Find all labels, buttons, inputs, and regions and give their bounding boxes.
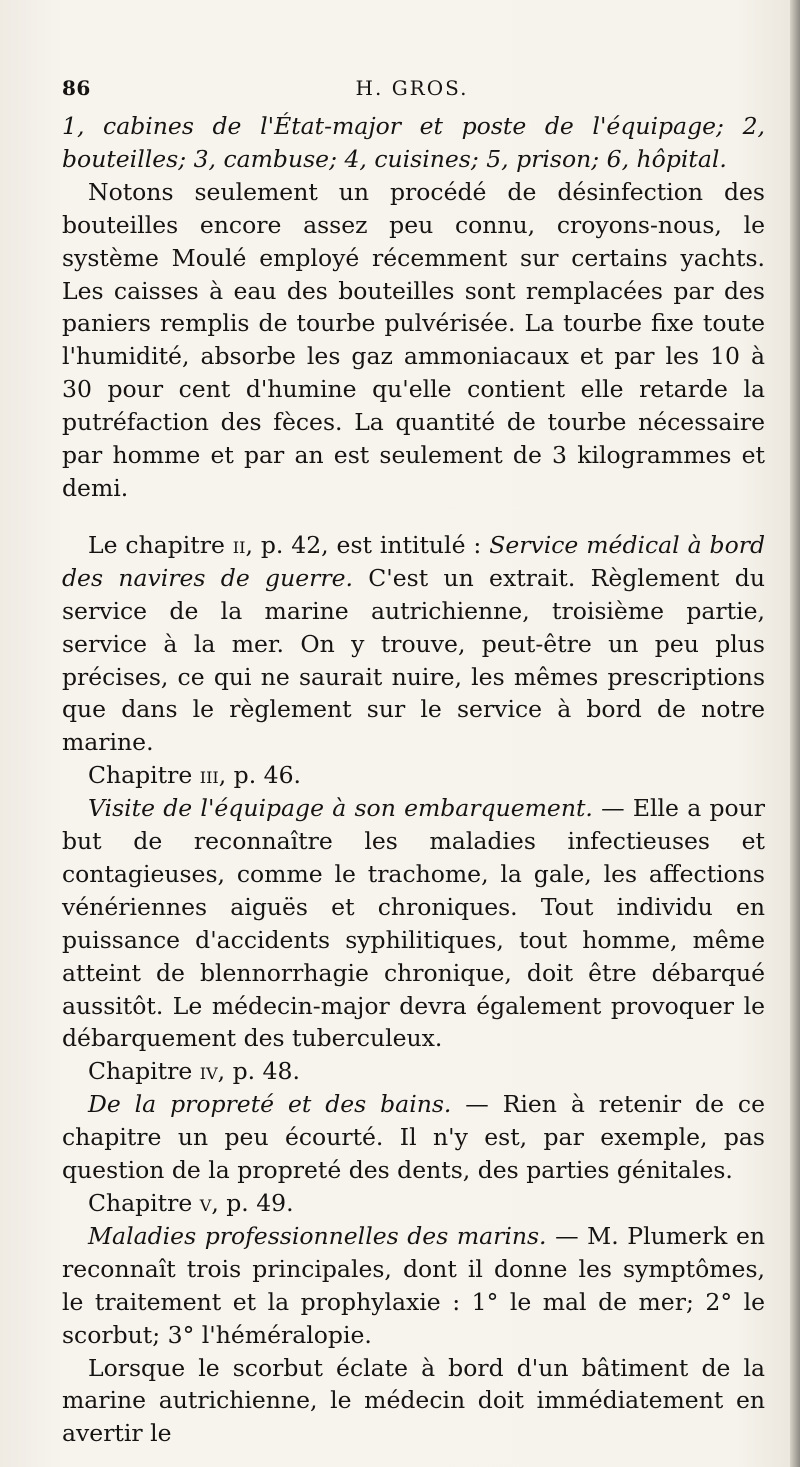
roman-numeral: v <box>199 1189 212 1217</box>
paragraph-text: — M. Plumerk en reconnaît trois principales, dont il donne les symptômes, le traitement et la prophylaxie : 1° le mal de mer; 2° le scorbut; 3° l'héméralopie. <box>62 1221 765 1349</box>
chapter-title: Service médical à bord des navires de guerre. <box>62 530 765 592</box>
paragraph-text: — Rien à retenir de ce chapitre un peu écourté. Il n'y est, par exemple, pas question de la propreté des dents, des parties génitales. <box>62 1090 765 1185</box>
heading-text: , p. 48. <box>217 1057 300 1086</box>
legend-text: 1, cabines de l'État-major et poste de l'équipage; 2, bouteilles; 3, cambuse; 4, cuisines; 5, prison; 6, hôpital. <box>62 112 765 173</box>
page-edge <box>790 0 800 1467</box>
heading-text: , p. 49. <box>211 1189 294 1217</box>
paragraph-text: C'est un extrait. Règlement du service de la marine autrichienne, troisième partie, service à la mer. On y trouve, peut-être un peu plus précises, ce qui ne saurait nuire, les mêmes prescriptions que dans le règlement sur le service à bord de notre marine. <box>62 563 765 757</box>
section-title: Visite de l'équipage à son embarquement. <box>88 794 593 823</box>
heading-text: , p. 46. <box>218 761 302 790</box>
paragraph-proprete <box>62 1088 765 1187</box>
page-number: 86 <box>62 76 91 100</box>
section-title: Maladies professionnelles des marins. <box>88 1221 547 1250</box>
paragraph-text: , p. 42, est intitulé : <box>245 530 490 559</box>
heading-text: Chapitre <box>88 1189 200 1217</box>
text-body <box>62 110 765 1450</box>
paragraph-scorbut <box>62 1352 765 1451</box>
paragraph-chapter-2 <box>62 529 765 759</box>
running-head: H. GROS. <box>355 76 469 100</box>
paragraph-maladies <box>62 1220 765 1352</box>
paragraph-text: Le chapitre <box>88 530 233 559</box>
chapter-3-heading <box>62 759 765 792</box>
heading-text: Chapitre <box>88 761 200 790</box>
roman-numeral: ii <box>232 530 246 559</box>
paragraph-text: Lorsque le scorbut éclate à bord d'un bâtiment de la marine autrichienne, le médecin doit immédiatement en avertir le <box>62 1353 765 1448</box>
paragraph-visite <box>62 792 765 1055</box>
roman-numeral: iv <box>199 1057 218 1086</box>
chapter-4-heading <box>62 1055 765 1088</box>
paragraph-text: — Elle a pour but de reconnaître les maladies infectieuses et contagieuses, comme le trachome, la gale, les affections vénériennes aiguës et chroniques. Tout individu en puissance d'accidents syphilitiques, tout homme, même atteint de blennorrhagie chronique, doit être débarqué aussitôt. Le médecin-major devra également provoquer le débarquement des tuberculeux. <box>62 794 766 1053</box>
roman-numeral: iii <box>199 761 219 790</box>
chapter-5-heading <box>62 1187 765 1220</box>
heading-text: Chapitre <box>88 1057 200 1086</box>
page-header <box>62 76 762 106</box>
paragraph-legend <box>62 110 765 176</box>
section-title: De la propreté et des bains. <box>88 1090 452 1119</box>
paragraph-text: Notons seulement un procédé de désinfection des bouteilles encore assez peu connu, croyons-nous, le système Moulé employé récemment sur certains yachts. Les caisses à eau des bouteilles sont remplacées par des paniers remplis de tourbe pulvérisée. La tourbe fixe toute l'humidité, absorbe les gaz ammoniacaux et par les 10 à 30 pour cent d'humine qu'elle contient elle retarde la putréfaction des fèces. La quantité de tourbe nécessaire par homme et par an est seulement de 3 kilogrammes et demi. <box>62 177 765 502</box>
paragraph-disinfection <box>62 176 765 505</box>
